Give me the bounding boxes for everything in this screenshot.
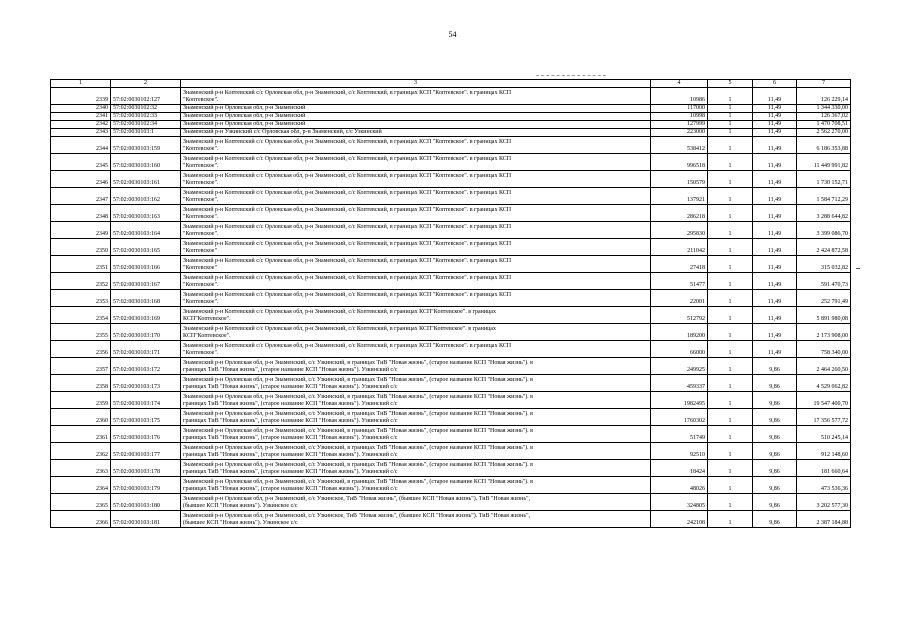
location-line-2: "Коптевское". [183, 214, 219, 220]
area-value: 211042 [651, 239, 708, 256]
share-value: 1 [708, 290, 753, 307]
table-row [51, 154, 851, 171]
location-line-2: границах ТиВ "Новая жизнь", (старое название КСП "Новая жизнь"). Узкинский с/с [183, 452, 398, 458]
table-row [51, 392, 851, 409]
location-description [181, 121, 651, 129]
location-line-1: Знаменский р-н Коптевский с/с Орловская обл, р-н Знаменский, с/с Коптевский, в границах КСП "Коптевское". в границах КСП [183, 275, 512, 281]
share-value: 1 [708, 205, 753, 222]
row-number: 2345 [51, 154, 111, 171]
land-parcels-table [50, 79, 851, 528]
share-value: 1 [708, 443, 753, 460]
share-value: 1 [708, 307, 753, 324]
table-row [51, 426, 851, 443]
table-row [51, 105, 851, 113]
rate-value: 9,86 [753, 358, 797, 375]
cadastral-number: 57:02:0030103:164 [111, 222, 181, 239]
cost-value: 1 730 152,71 [797, 171, 851, 188]
location-line-1: Знаменский р-н Орловская обл, р-н Знаменский, с/с Узкинский, в границах ТиВ "Новая жизнь", (старое название КСП "Новая жизнь"). в [183, 445, 533, 451]
location-line-2: "Коптевское". [183, 146, 219, 152]
area-value: 249925 [651, 358, 708, 375]
cadastral-number: 57:02:0030103:170 [111, 324, 181, 341]
location-line-1: Знаменский р-н Коптевский с/с Орловская обл, р-н Знаменский, с/с Коптевский, в границах КСП "Коптевское". в границах КСП [183, 207, 512, 213]
cadastral-number: 57:02:0030103:169 [111, 307, 181, 324]
table-row [51, 239, 851, 256]
cadastral-number: 57:02:0030103:173 [111, 375, 181, 392]
rate-value: 9,86 [753, 460, 797, 477]
location-description [181, 307, 651, 324]
cost-value: 315 032,82 [797, 256, 851, 273]
area-value: 242108 [651, 511, 708, 528]
location-description [181, 511, 651, 528]
location-description [181, 494, 651, 511]
location-line-1: Знаменский р-н Коптевский с/с Орловская обл, р-н Знаменский, с/с Коптевский, в границах КСП "Коптевское". в границах КСП [183, 224, 512, 230]
share-value: 1 [708, 460, 753, 477]
row-number: 2340 [51, 105, 111, 113]
area-value: 51749 [651, 426, 708, 443]
location-description [181, 341, 651, 358]
table-row [51, 307, 851, 324]
location-line-1: Знаменский р-н Коптевский с/с Орловская обл, р-н Знаменский, с/с Коптевский, в границах КСП "Коптевское". в границах КСП [183, 241, 512, 247]
location-line-1: Знаменский р-н Коптевский с/с Орловская обл, р-н Знаменский, с/с Коптевский, в границах КСП"Коптевское". в границах [183, 309, 496, 315]
rate-value: 9,86 [753, 426, 797, 443]
share-value: 1 [708, 409, 753, 426]
row-number: 2348 [51, 205, 111, 222]
share-value: 1 [708, 171, 753, 188]
share-value: 1 [708, 341, 753, 358]
rate-value: 11,49 [753, 113, 797, 121]
share-value: 1 [708, 358, 753, 375]
cost-value: 5 891 980,08 [797, 307, 851, 324]
cadastral-number: 57:02:0030103:163 [111, 205, 181, 222]
share-value: 1 [708, 392, 753, 409]
location-description [181, 477, 651, 494]
location-description [181, 256, 651, 273]
row-number: 2339 [51, 88, 111, 105]
cadastral-number: 57:02:0030103:171 [111, 341, 181, 358]
location-line-2: "Коптевское". [183, 282, 219, 288]
location-description [181, 375, 651, 392]
cost-value: 1 470 708,51 [797, 121, 851, 129]
cadastral-number: 57:02:0030102:127 [111, 88, 181, 105]
row-number: 2349 [51, 222, 111, 239]
share-value: 1 [708, 256, 753, 273]
location-line-2: (бывшее КСП "Новая жизнь"). Узкинское с/с [183, 503, 298, 509]
location-line-2: границах ТиВ "Новая жизнь", (старое название КСП "Новая жизнь"). Узкинский с/с [183, 435, 398, 441]
row-number: 2350 [51, 239, 111, 256]
scan-artifact-dash [536, 75, 606, 76]
table-row [51, 222, 851, 239]
location-line-2: "Коптевское". [183, 97, 219, 103]
area-value: 286218 [651, 205, 708, 222]
rate-value: 9,86 [753, 443, 797, 460]
cost-value: 3 202 577,30 [797, 494, 851, 511]
location-line-1: Знаменский р-н Орловская обл, р-н Знаменский, с/с Узкинский, в границах ТиВ "Новая жизнь", (старое название КСП "Новая жизнь"). в [183, 411, 533, 417]
location-description [181, 290, 651, 307]
location-description [181, 443, 651, 460]
location-description [181, 105, 651, 113]
location-line-1: Знаменский р-н Коптевский с/с Орловская обл, р-н Знаменский, с/с Коптевский, в границах КСП "Коптевское". в границах КСП [183, 139, 512, 145]
cost-value: 510 245,14 [797, 426, 851, 443]
area-value: 137921 [651, 188, 708, 205]
location-description [181, 205, 651, 222]
rate-value: 11,49 [753, 307, 797, 324]
cost-value: 19 547 400,70 [797, 392, 851, 409]
row-number: 2356 [51, 341, 111, 358]
cadastral-number: 57:02:0030103:161 [111, 171, 181, 188]
area-value: 512792 [651, 307, 708, 324]
share-value: 1 [708, 113, 753, 121]
column-header-2: 2 [111, 80, 181, 88]
table-row [51, 409, 851, 426]
location-line-1: Знаменский р-н Орловская обл, р-н Знаменский, с/с Узкинский, в границах ТиВ "Новая жизнь", (старое название КСП "Новая жизнь"). в [183, 462, 533, 468]
rate-value: 9,86 [753, 511, 797, 528]
location-description [181, 129, 651, 137]
table-row [51, 137, 851, 154]
row-number: 2363 [51, 460, 111, 477]
location-line-2: (бывшее КСП "Новая жизнь"). Узкинское с/с [183, 520, 298, 526]
location-description [181, 239, 651, 256]
rate-value: 11,49 [753, 222, 797, 239]
location-line-1: Знаменский р-н Узкинский с/с Орловская обл, р-н Знаменский, с/с Узкинский [183, 129, 382, 135]
cost-value: 17 356 577,72 [797, 409, 851, 426]
location-line-1: Знаменский р-н Коптевский с/с Орловская обл, р-н Знаменский, с/с Коптевский, в границах КСП "Коптевское". в границах КСП [183, 156, 512, 162]
share-value: 1 [708, 239, 753, 256]
location-line-2: границах ТиВ "Новая жизнь", (старое название КСП "Новая жизнь"). Узкинский с/с [183, 401, 398, 407]
cost-value: 758 340,00 [797, 341, 851, 358]
share-value: 1 [708, 324, 753, 341]
share-value: 1 [708, 88, 753, 105]
rate-value: 11,49 [753, 205, 797, 222]
table-row [51, 290, 851, 307]
location-line-1: Знаменский р-н Коптевский с/с Орловская обл, р-н Знаменский, с/с Коптевский, в границах КСП"Коптевское". в границах [183, 326, 496, 332]
rate-value: 11,49 [753, 256, 797, 273]
location-description [181, 460, 651, 477]
rate-value: 11,49 [753, 121, 797, 129]
location-line-1: Знаменский р-н Коптевский с/с Орловская обл, р-н Знаменский, с/с Коптевский, в границах КСП "Коптевское". в границах КСП [183, 173, 512, 179]
location-line-1: Знаменский р-н Коптевский с/с Орловская обл, р-н Знаменский, с/с Коптевский, в границах КСП "Коптевское". в границах КСП [183, 258, 512, 264]
rate-value: 11,49 [753, 341, 797, 358]
location-line-2: границах ТиВ "Новая жизнь", (старое название КСП "Новая жизнь"). Узкинский с/с [183, 384, 398, 390]
location-line-2: КСП"Коптевское". [183, 316, 231, 322]
location-description [181, 222, 651, 239]
row-number: 2361 [51, 426, 111, 443]
location-line-2: "Коптевское". [183, 197, 219, 203]
location-description [181, 113, 651, 121]
area-value: 10998 [651, 113, 708, 121]
row-number: 2357 [51, 358, 111, 375]
cost-value: 1 344 330,00 [797, 105, 851, 113]
row-number: 2366 [51, 511, 111, 528]
location-line-1: Знаменский р-н Орловская обл, р-н Знаменский, с/с Узкинский, в границах ТиВ "Новая жизнь", (старое название КСП "Новая жизнь"). в [183, 377, 533, 383]
cadastral-number: 57:02:0030103:176 [111, 426, 181, 443]
share-value: 1 [708, 273, 753, 290]
row-number: 2341 [51, 113, 111, 121]
cost-value: 2 424 872,58 [797, 239, 851, 256]
cost-value: 126 367,02 [797, 113, 851, 121]
table-row [51, 273, 851, 290]
location-line-2: "Коптевское". [183, 180, 219, 186]
table-row [51, 113, 851, 121]
location-line-1: Знаменский р-н Орловская обл, р-н Знаменский, с/с Узкинский, в границах ТиВ "Новая жизнь", (старое название КСП "Новая жизнь"). в [183, 479, 533, 485]
column-header-6: 6 [753, 80, 797, 88]
table-body [51, 80, 851, 528]
row-number: 2359 [51, 392, 111, 409]
column-header-4: 4 [651, 80, 708, 88]
location-line-2: границах ТиВ "Новая жизнь", (старое название КСП "Новая жизнь"). Узкинский с/с [183, 367, 398, 373]
row-number: 2346 [51, 171, 111, 188]
area-value: 48026 [651, 477, 708, 494]
rate-value: 11,49 [753, 154, 797, 171]
table-row [51, 129, 851, 137]
location-description [181, 358, 651, 375]
rate-value: 11,49 [753, 239, 797, 256]
area-value: 324805 [651, 494, 708, 511]
cadastral-number: 57:02:0030103:168 [111, 290, 181, 307]
row-number: 2354 [51, 307, 111, 324]
cadastral-number: 57:02:0030103:174 [111, 392, 181, 409]
header-row [51, 80, 851, 88]
column-header-7: 7 [797, 80, 851, 88]
location-description [181, 426, 651, 443]
area-value: 117000 [651, 105, 708, 113]
location-description [181, 273, 651, 290]
cost-value: 11 449 991,82 [797, 154, 851, 171]
table-row [51, 494, 851, 511]
cadastral-number: 57:02:0030103:165 [111, 239, 181, 256]
share-value: 1 [708, 222, 753, 239]
share-value: 1 [708, 494, 753, 511]
cost-value: 6 186 353,88 [797, 137, 851, 154]
cost-value: 2 387 184,88 [797, 511, 851, 528]
location-description [181, 171, 651, 188]
table-row [51, 511, 851, 528]
cost-value: 4 529 062,82 [797, 375, 851, 392]
table-row [51, 256, 851, 273]
cadastral-number: 57:02:0030102:33 [111, 113, 181, 121]
location-description [181, 137, 651, 154]
area-value: 996518 [651, 154, 708, 171]
location-line-2: "Коптевское". [183, 231, 219, 237]
location-line-1: Знаменский р-н Орловская обл, р-н Знаменский, с/с Узкинский, в границах ТиВ "Новая жизнь", (старое название КСП "Новая жизнь"). в [183, 394, 533, 400]
cadastral-number: 57:02:0030102:34 [111, 121, 181, 129]
area-value: 66000 [651, 341, 708, 358]
cadastral-number: 57:02:0030103:172 [111, 358, 181, 375]
cost-value: 2 464 260,50 [797, 358, 851, 375]
table-row [51, 188, 851, 205]
page-number: 54 [448, 30, 457, 39]
table-row [51, 477, 851, 494]
cadastral-number: 57:02:0030103:162 [111, 188, 181, 205]
rate-value: 9,86 [753, 375, 797, 392]
cost-value: 3 399 086,70 [797, 222, 851, 239]
column-header-3: 3 [181, 80, 651, 88]
rate-value: 11,49 [753, 88, 797, 105]
cadastral-number: 57:02:0030103:178 [111, 460, 181, 477]
area-value: 18424 [651, 460, 708, 477]
location-line-2: "Коптевское" [183, 265, 217, 271]
table-row [51, 341, 851, 358]
row-number: 2351 [51, 256, 111, 273]
location-description [181, 392, 651, 409]
cadastral-number: 57:02:0030103:167 [111, 273, 181, 290]
cadastral-number: 57:02:0030103:179 [111, 477, 181, 494]
area-value: 1982495 [651, 392, 708, 409]
share-value: 1 [708, 511, 753, 528]
row-number: 2347 [51, 188, 111, 205]
rate-value: 9,86 [753, 494, 797, 511]
rate-value: 11,49 [753, 324, 797, 341]
cadastral-number: 57:02:0030103:180 [111, 494, 181, 511]
cadastral-number: 57:02:0030103:160 [111, 154, 181, 171]
share-value: 1 [708, 477, 753, 494]
location-line-2: "Коптевское". [183, 350, 219, 356]
location-line-1: Знаменский р-н Орловская обл, р-н Знаменский, с/с Узкинское, ТиВ "Новая жизнь", (бывшее КСП "Новая жизнь"). ТиВ "Новая жизнь", [183, 513, 531, 519]
location-description [181, 188, 651, 205]
area-value: 22001 [651, 290, 708, 307]
cost-value: 473 536,36 [797, 477, 851, 494]
area-value: 27418 [651, 256, 708, 273]
scan-artifact-mark [856, 268, 860, 269]
cost-value: 126 229,14 [797, 88, 851, 105]
row-number: 2343 [51, 129, 111, 137]
location-line-2: КСП"Коптевское". [183, 333, 231, 339]
area-value: 223000 [651, 129, 708, 137]
cadastral-number: 57:02:0030103:175 [111, 409, 181, 426]
area-value: 538412 [651, 137, 708, 154]
share-value: 1 [708, 426, 753, 443]
table-row [51, 88, 851, 105]
column-header-5: 5 [708, 80, 753, 88]
location-line-1: Знаменский р-н Орловская обл, р-н Знаменский, с/с Узкинский, в границах ТиВ "Новая жизнь", (старое название КСП "Новая жизнь"). в [183, 360, 533, 366]
location-line-1: Знаменский р-н Коптевский с/с Орловская обл, р-н Знаменский, с/с Коптевский, в границах КСП "Коптевское". в границах КСП [183, 190, 512, 196]
share-value: 1 [708, 375, 753, 392]
location-description [181, 88, 651, 105]
location-description [181, 409, 651, 426]
location-line-2: "Коптевское". [183, 163, 219, 169]
share-value: 1 [708, 137, 753, 154]
cost-value: 591 470,73 [797, 273, 851, 290]
area-value: 10986 [651, 88, 708, 105]
location-line-2: границах ТиВ "Новая жизнь", (старое название КСП "Новая жизнь"). Узкинский с/с [183, 486, 398, 492]
location-line-2: границах ТиВ "Новая жизнь", (старое название КСП "Новая жизнь"). Узкинский с/с [183, 418, 398, 424]
area-value: 189200 [651, 324, 708, 341]
row-number: 2342 [51, 121, 111, 129]
cost-value: 181 660,64 [797, 460, 851, 477]
cadastral-number: 57:02:0030103:166 [111, 256, 181, 273]
location-line-1: Знаменский р-н Коптевский с/с Орловская обл, р-н Знаменский, с/с Коптевский, в границах КСП "Коптевское". в границах КСП [183, 90, 512, 96]
table-row [51, 324, 851, 341]
cost-value: 1 584 712,29 [797, 188, 851, 205]
location-line-1: Знаменский р-н Орловская обл, р-н Знаменский, с/с Узкинское, ТиВ "Новая жизнь", (бывшее КСП "Новая жизнь"). ТиВ "Новая жизнь", [183, 496, 531, 502]
area-value: 295830 [651, 222, 708, 239]
location-line-1: Знаменский р-н Коптевский с/с Орловская обл, р-н Знаменский, с/с Коптевский, в границах КСП "Коптевское". в границах КСП [183, 343, 512, 349]
rate-value: 9,86 [753, 392, 797, 409]
cadastral-number: 57:02:0030103:1 [111, 129, 181, 137]
table-row [51, 358, 851, 375]
rate-value: 11,49 [753, 129, 797, 137]
row-number: 2364 [51, 477, 111, 494]
cadastral-number: 57:02:0030103:181 [111, 511, 181, 528]
location-line-2: "Коптевское" [183, 248, 217, 254]
rate-value: 11,49 [753, 105, 797, 113]
rate-value: 9,86 [753, 477, 797, 494]
location-line-1: Знаменский р-н Орловская обл, р-н Знаменский [183, 113, 306, 119]
rate-value: 11,49 [753, 171, 797, 188]
row-number: 2344 [51, 137, 111, 154]
location-line-1: Знаменский р-н Орловская обл, р-н Знаменский [183, 121, 306, 127]
column-header-1: 1 [51, 80, 111, 88]
row-number: 2353 [51, 290, 111, 307]
share-value: 1 [708, 105, 753, 113]
table-row [51, 443, 851, 460]
share-value: 1 [708, 188, 753, 205]
location-line-1: Знаменский р-н Орловская обл, р-н Знаменский, с/с Узкинский, в границах ТиВ "Новая жизнь", (старое название КСП "Новая жизнь"). в [183, 428, 533, 434]
rate-value: 11,49 [753, 137, 797, 154]
location-line-2: границах ТиВ "Новая жизнь", (старое название КСП "Новая жизнь"). Узкинский с/с [183, 469, 398, 475]
location-line-1: Знаменский р-н Орловская обл, р-н Знаменский [183, 105, 306, 111]
table-row [51, 375, 851, 392]
cost-value: 912 148,60 [797, 443, 851, 460]
row-number: 2360 [51, 409, 111, 426]
cadastral-number: 57:02:0030103:177 [111, 443, 181, 460]
area-value: 92510 [651, 443, 708, 460]
table-row [51, 171, 851, 188]
row-number: 2365 [51, 494, 111, 511]
area-value: 459337 [651, 375, 708, 392]
rate-value: 9,86 [753, 409, 797, 426]
cadastral-number: 57:02:0030102:32 [111, 105, 181, 113]
area-value: 150579 [651, 171, 708, 188]
row-number: 2352 [51, 273, 111, 290]
cost-value: 252 791,49 [797, 290, 851, 307]
rate-value: 11,49 [753, 188, 797, 205]
share-value: 1 [708, 154, 753, 171]
cost-value: 2 562 270,00 [797, 129, 851, 137]
row-number: 2362 [51, 443, 111, 460]
table-row [51, 460, 851, 477]
location-description [181, 154, 651, 171]
cost-value: 2 173 908,00 [797, 324, 851, 341]
location-line-1: Знаменский р-н Коптевский с/с Орловская обл, р-н Знаменский, с/с Коптевский, в границах КСП "Коптевское". в границах КСП [183, 292, 512, 298]
table-row [51, 205, 851, 222]
share-value: 1 [708, 121, 753, 129]
location-line-2: "Коптевское". [183, 299, 219, 305]
row-number: 2355 [51, 324, 111, 341]
rate-value: 11,49 [753, 290, 797, 307]
location-description [181, 324, 651, 341]
area-value: 127999 [651, 121, 708, 129]
cost-value: 3 288 644,82 [797, 205, 851, 222]
table-row [51, 121, 851, 129]
area-value: 51477 [651, 273, 708, 290]
rate-value: 11,49 [753, 273, 797, 290]
cadastral-number: 57:02:0030103:159 [111, 137, 181, 154]
area-value: 1760302 [651, 409, 708, 426]
share-value: 1 [708, 129, 753, 137]
row-number: 2358 [51, 375, 111, 392]
